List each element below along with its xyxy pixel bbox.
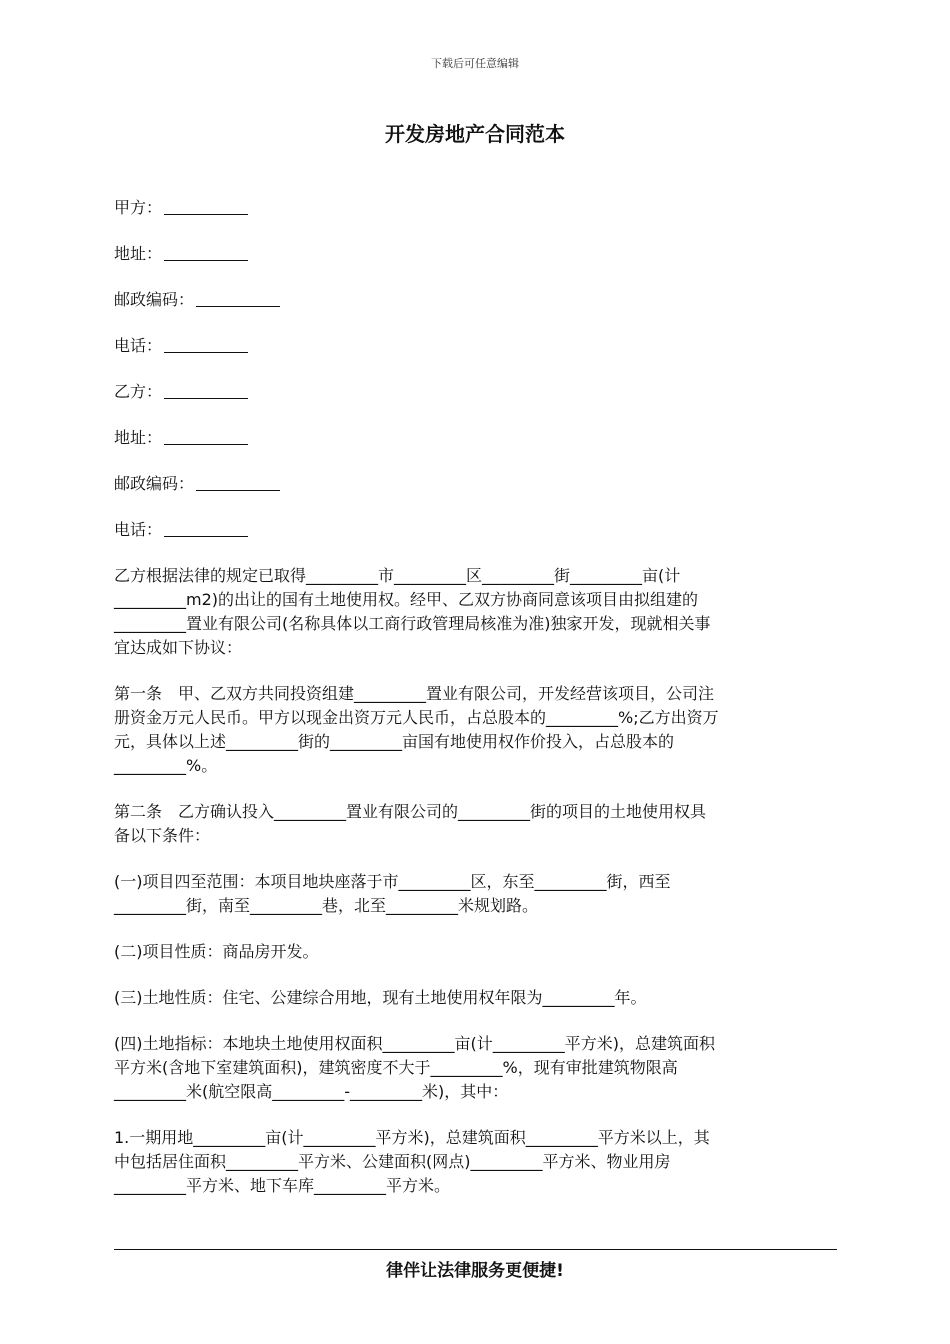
- paragraph-article-1: 第一条 甲、乙双方共同投资组建_________置业有限公司，开发经营该项目，公司注 册资金万元人民币。甲方以现金出资万元人民币，占总股本的_________%;乙方出资万 元，具体以上述_________街的_________亩国有地使用权作价投入，占总股本的 _________%。: [114, 684, 719, 775]
- field-phone-a: [114, 334, 834, 358]
- field-label: 邮政编码：: [114, 474, 195, 493]
- field-label: 电话：: [114, 336, 163, 355]
- field-label: 乙方：: [114, 382, 163, 401]
- document-title: 开发房地产合同范本: [385, 122, 565, 146]
- field-label: 邮政编码：: [114, 290, 195, 309]
- field-label: 地址：: [114, 428, 163, 447]
- fill-blank: [164, 244, 248, 261]
- footer-divider: [114, 1249, 837, 1250]
- field-label: 电话：: [114, 520, 163, 539]
- field-postcode-a: [114, 288, 834, 312]
- header-note: 下载后可任意编辑: [431, 57, 519, 70]
- paragraph-item-4: (四)土地指标：本地块土地使用权面积_________亩(计_________平方米)，总建筑面积 平方米(含地下室建筑面积)，建筑密度不大于_________%，现有审批建筑物限高 _________米(航空限高_________-_________米)，其中：: [114, 1034, 715, 1101]
- paragraph-item-3: (三)土地性质：住宅、公建综合用地，现有土地使用权年限为_________年。: [114, 988, 647, 1007]
- fill-blank: [164, 382, 248, 399]
- fill-blank: [164, 520, 248, 537]
- fill-blank: [164, 428, 248, 445]
- document-body: [114, 196, 834, 1220]
- fill-blank: [164, 198, 248, 215]
- field-postcode-b: [114, 472, 834, 496]
- fill-blank: [196, 290, 280, 307]
- paragraph-phase-1: 1.一期用地_________亩(计_________平方米)，总建筑面积_________平方米以上，其 中包括居住面积_________平方米、公建面积(网点)_________平方米、物业用房 _________平方米、地下车库_________平方米。: [114, 1128, 710, 1195]
- paragraph-item-2: (二)项目性质：商品房开发。: [114, 942, 319, 961]
- field-party-b: [114, 380, 834, 404]
- field-phone-b: [114, 518, 834, 542]
- field-party-a: [114, 196, 834, 220]
- paragraph-article-2: 第二条 乙方确认投入_________置业有限公司的_________街的项目的土地使用权具 备以下条件：: [114, 802, 707, 845]
- paragraph-preamble: 乙方根据法律的规定已取得_________市_________区_________街_________亩(计 _________m2)的出让的国有土地使用权。经甲、乙双方协商同意该项目由拟组建的 _________置业有限公司(名称具体以工商行政管理局核准为准)独家开发，现就相关事 宜达成如下协议：: [114, 566, 711, 657]
- paragraph-item-1: (一)项目四至范围：本项目地块座落于市_________区，东至_________街，西至 _________街，南至_________巷，北至_________米规划路。: [114, 872, 671, 915]
- fill-blank: [164, 336, 248, 353]
- fill-blank: [196, 474, 280, 491]
- field-address-b: [114, 426, 834, 450]
- footer-slogan: 律伴让法律服务更便捷!: [386, 1261, 564, 1281]
- field-label: 甲方：: [114, 198, 163, 217]
- field-address-a: [114, 242, 834, 266]
- field-label: 地址：: [114, 244, 163, 263]
